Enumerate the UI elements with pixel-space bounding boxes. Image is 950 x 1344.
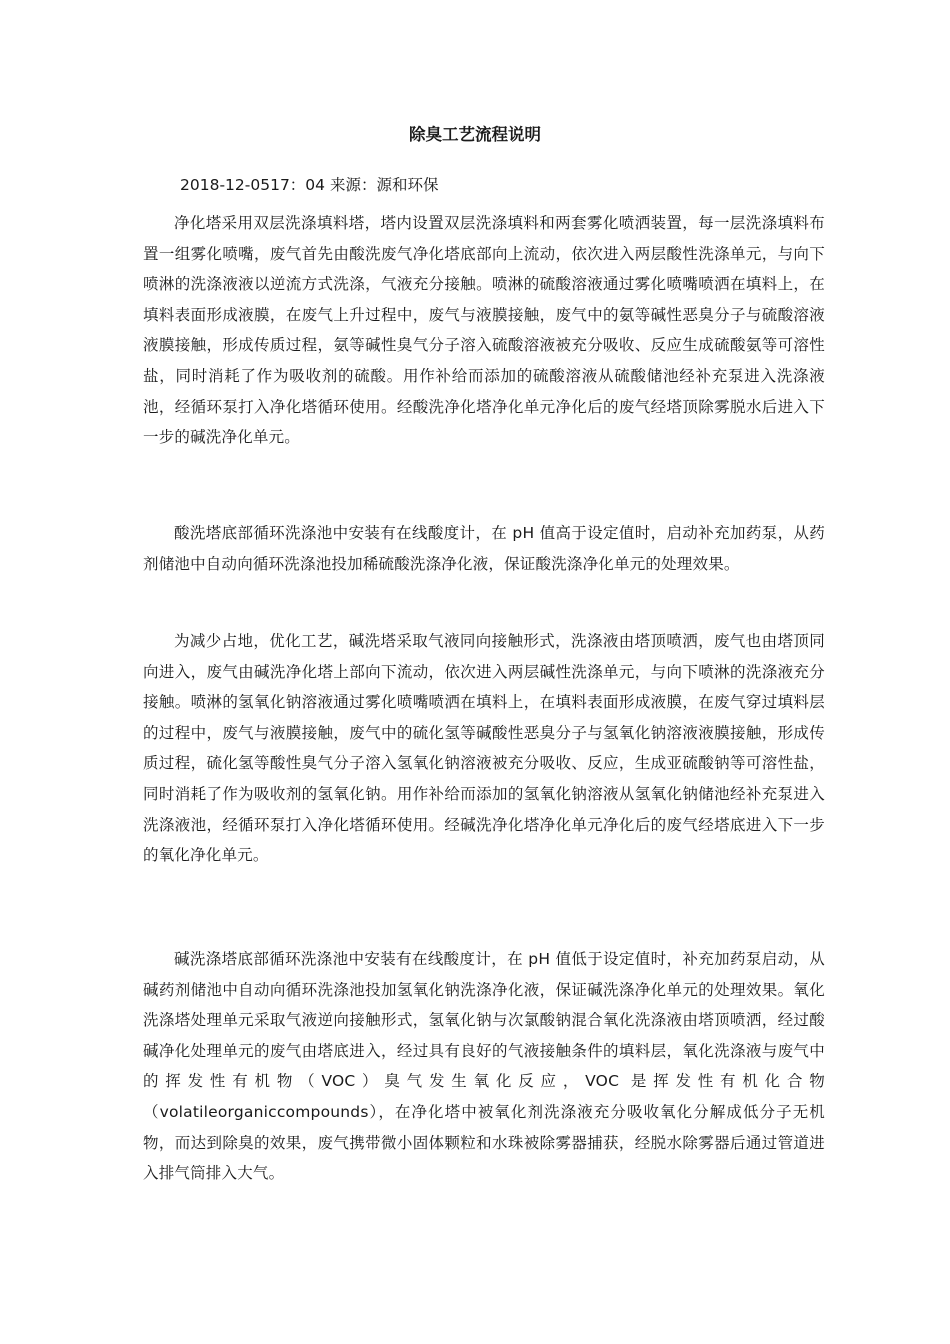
paragraph-acid-wash: 净化塔采用双层洗涤填料塔，塔内设置双层洗涤填料和两套雾化喷洒装置，每一层洗涤填料布置一组雾化喷嘴，废气首先由酸洗废气净化塔底部向上流动，依次进入两层酸性洗涤单元，与向下喷淋的洗涤液液以逆流方式洗涤，气液充分接触。喷淋的硫酸溶液通过雾化喷嘴喷洒在填料上，在填料表面形成液膜，在废气上升过程中，废气与液膜接触，废气中的氨等碱性恶臭分子与硫酸溶液液膜接触，形成传质过程，氨等碱性臭气分子溶入硫酸溶液被充分吸收、反应生成硫酸氨等可溶性盐，同时消耗了作为吸收剂的硫酸。用作补给而添加的硫酸溶液从硫酸储池经补充泵进入洗涤液池，经循环泵打入净化塔循环使用。经酸洗净化塔净化单元净化后的废气经塔顶除雾脱水后进入下一步的碱洗净化单元。 [143,214,825,447]
paragraph-alkali-wash: 为减少占地，优化工艺，碱洗塔采取气液同向接触形式，洗涤液由塔顶喷洒，废气也由塔顶同向进入，废气由碱洗净化塔上部向下流动，依次进入两层碱性洗涤单元，与向下喷淋的洗涤液充分接触。喷淋的氢氧化钠溶液通过雾化喷嘴喷洒在填料上，在填料表面形成液膜，在废气穿过填料层的过程中，废气与液膜接触，废气中的硫化氢等碱酸性恶臭分子与氢氧化钠溶液液膜接触，形成传质过程，硫化氢等酸性臭气分子溶入氢氧化钠溶液被充分吸收、反应，生成亚硫酸钠等可溶性盐，同时消耗了作为吸收剂的氢氧化钠。用作补给而添加的氢氧化钠溶液从氢氧化钠储池经补充泵进入洗涤液池，经循环泵打入净化塔循环使用。经碱洗净化塔净化单元净化后的废气经塔底进入下一步的氧化净化单元。 [143,632,825,865]
publish-meta: 2018-12-0517：04 来源：源和环保 [180,176,439,194]
paragraph-acid-ph-control: 酸洗塔底部循环洗涤池中安装有在线酸度计，在 pH 值高于设定值时，启动补充加药泵，从药剂储池中自动向循环洗涤池投加稀硫酸洗涤净化液，保证酸洗涤净化单元的处理效果。 [143,524,825,573]
document-title: 除臭工艺流程说明 [409,125,541,144]
paragraph-oxidation-wash: 碱洗涤塔底部循环洗涤池中安装有在线酸度计，在 pH 值低于设定值时，补充加药泵启动，从碱药剂储池中自动向循环洗涤池投加氢氧化钠洗涤净化液，保证碱洗涤净化单元的处理效果。氧化洗涤塔处理单元采取气液逆向接触形式，氢氧化钠与次氯酸钠混合氧化洗涤液由塔顶喷洒，经过酸碱净化处理单元的废气由塔底进入，经过具有良好的气液接触条件的填料层，氧化洗涤液与废气中的挥发性有机物（VOC）臭气发生氧化反应，VOC 是挥发性有机化合物（volatileorganiccompounds），在净化塔中被氧化剂洗涤液充分吸收氧化分解成低分子无机物，而达到除臭的效果，废气携带微小固体颗粒和水珠被除雾器捕获，经脱水除雾器后通过管道进入排气筒排入大气。 [143,950,825,1183]
